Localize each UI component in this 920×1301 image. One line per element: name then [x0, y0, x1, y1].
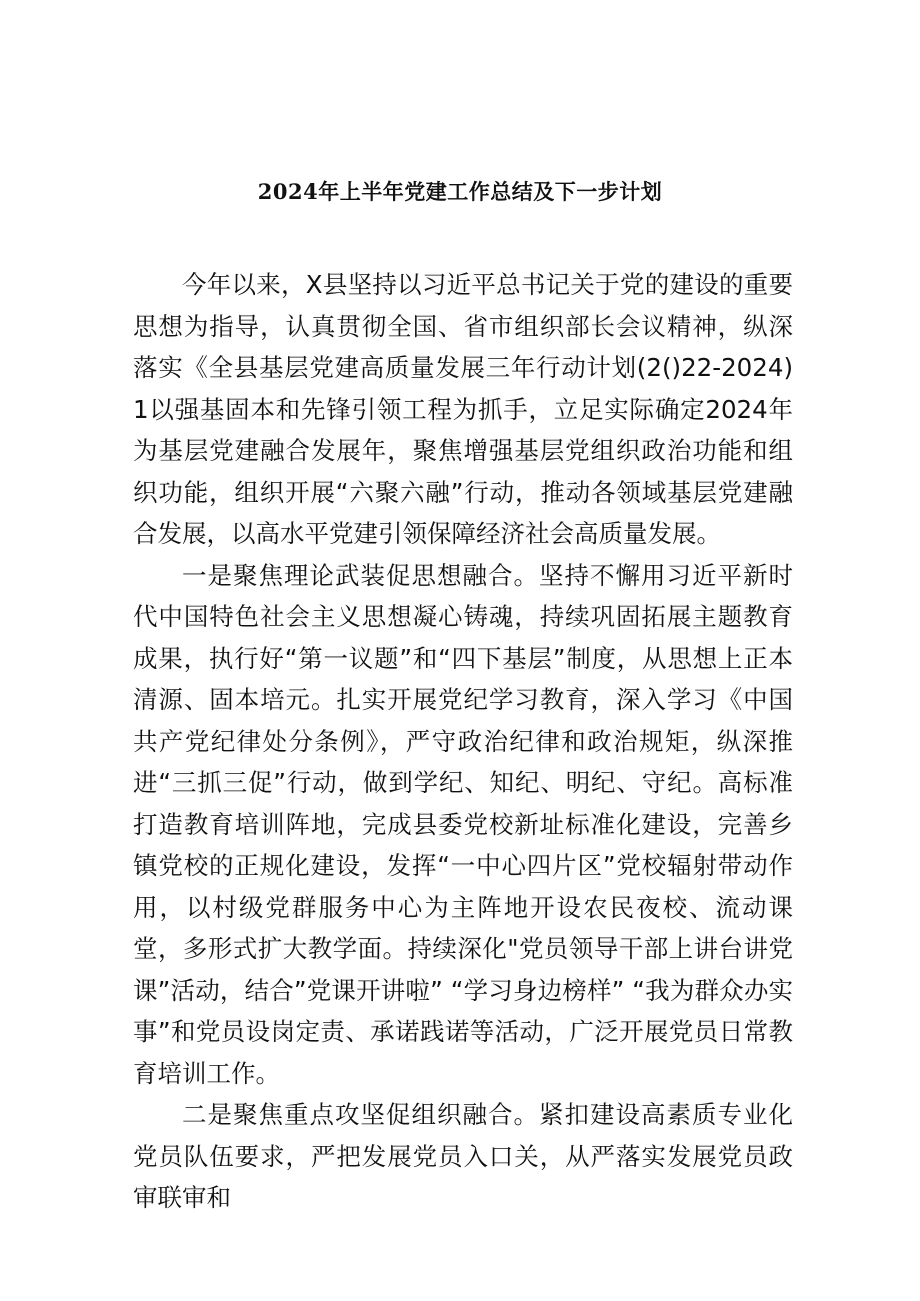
document-title: 2024年上半年党建工作总结及下一步计划	[257, 179, 663, 204]
paragraph-intro: 今年以来，X县坚持以习近平总书记关于党的建设的重要思想为指导，认真贯彻全国、省市组织部长会议精神，纵深落实《全县基层党建高质量发展三年行动计划(2()22-2024)1以强基固本和先锋引领工程为抓手，立足实际确定2024年为基层党建融合发展年，聚焦增强基层党组织政治功能和组织功能，组织开展“六聚六融”行动，推动各领域基层党建融合发展，以高水平党建引领保障经济社会高质量发展。	[133, 270, 793, 548]
paragraph-ideological-integration: 一是聚焦理论武装促思想融合。坚持不懈用习近平新时代中国特色社会主义思想凝心铸魂，持续巩固拓展主题教育成果，执行好“第一议题”和“四下基层”制度，从思想上正本清源、固本培元。扎实开展党纪学习教育，深入学习《中国共产党纪律处分条例》，严守政治纪律和政治规矩，纵深推进“三抓三促”行动，做到学纪、知纪、明纪、守纪。高标准打造教育培训阵地，完成县委党校新址标准化建设，完善乡镇党校的正规化建设，发挥“一中心四片区”党校辐射带动作用，以村级党群服务中心为主阵地开设农民夜校、流动课堂，多形式扩大教学面。持续深化"党员领导干部上讲台讲党课”活动，结合”党课开讲啦” “学习身边榜样” “我为群众办实事”和党员设岗定责、承诺践诺等活动，广泛开展党员日常教育培训工作。	[133, 560, 793, 1088]
document-body	[133, 264, 793, 1219]
paragraph-organizational-integration: 二是聚焦重点攻坚促组织融合。紧扣建设高素质专业化党员队伍要求，严把发展党员入口关，从严落实发展党员政审联审和	[133, 1100, 793, 1212]
